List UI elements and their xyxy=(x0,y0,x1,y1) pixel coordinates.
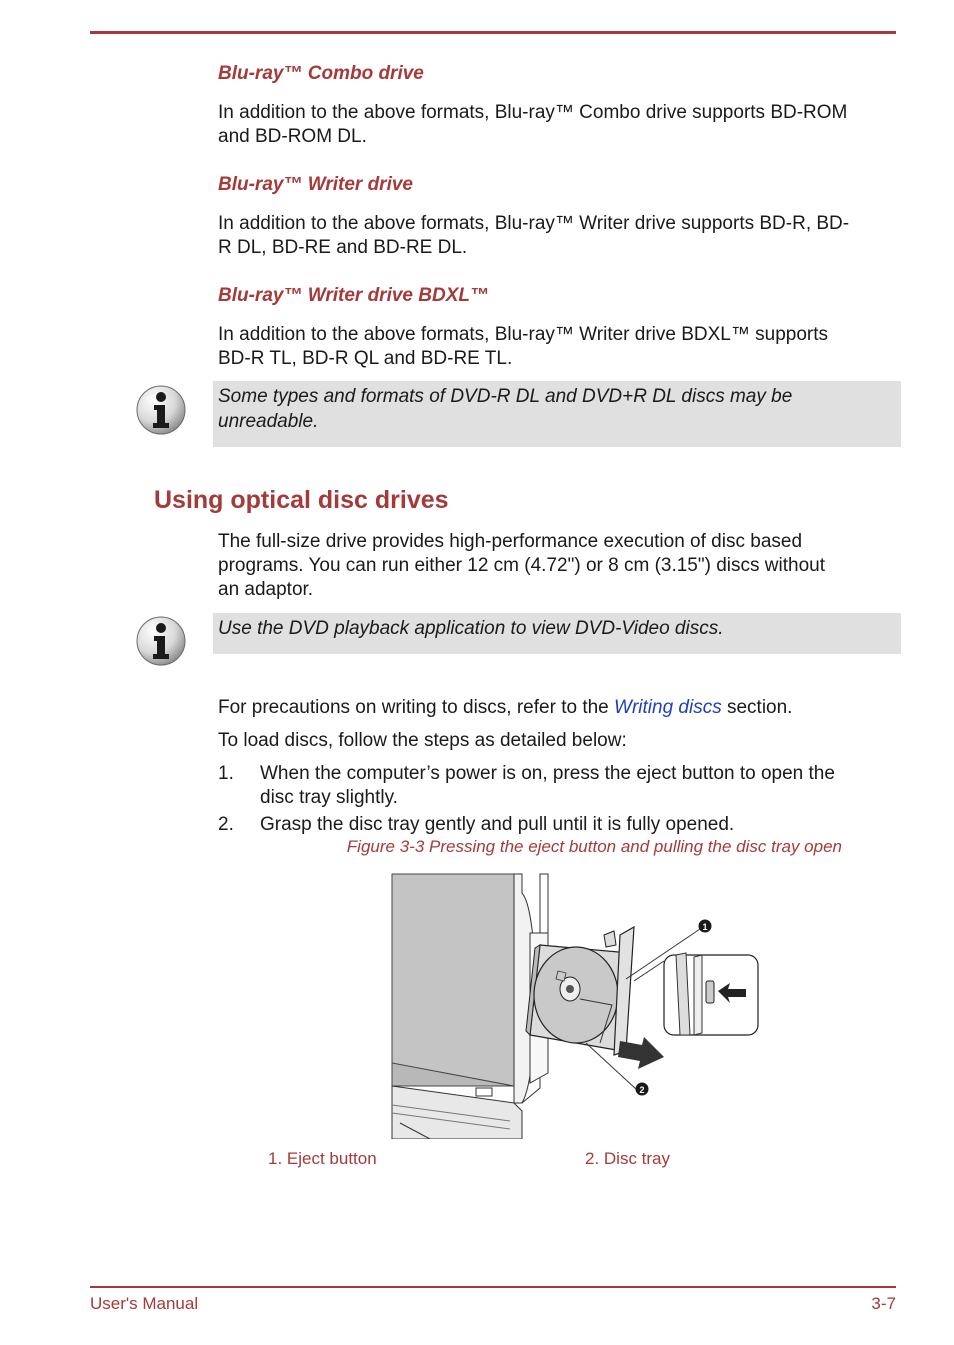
callout-2-label: 2 xyxy=(639,1085,645,1095)
combo-drive-heading: Blu-ray™ Combo drive xyxy=(218,63,424,84)
note-box-dvd-playback: Use the DVD playback application to view DVD-Video discs. xyxy=(213,613,901,654)
legend-eject-button: 1. Eject button xyxy=(268,1149,377,1168)
load-intro: To load discs, follow the steps as detailed below: xyxy=(218,730,627,751)
disc-tray-illustration xyxy=(390,873,762,1139)
info-icon xyxy=(134,614,188,668)
note-box-unreadable-discs: Some types and formats of DVD-R DL and DVD+R DL discs may be unreadable. xyxy=(213,381,901,447)
intro-paragraph: The full-size drive provides high-performance execution of disc based programs. You can run either 12 cm (4.72") or 8 cm (3.15") discs without an adaptor. xyxy=(218,531,825,600)
legend-disc-tray: 2. Disc tray xyxy=(585,1149,671,1168)
header-rule xyxy=(90,31,896,34)
precautions-paragraph: For precautions on writing to discs, refer to the Writing discs section. xyxy=(218,697,793,718)
step-text: When the computer’s power is on, press the eject button to open the disc tray slightly. xyxy=(260,763,835,808)
section-title: Using optical disc drives xyxy=(154,486,449,514)
bdxl-drive-paragraph: In addition to the above formats, Blu-ray™ Writer drive BDXL™ supports BD-R TL, BD-R QL and BD-RE TL. xyxy=(218,324,829,369)
step-text: Grasp the disc tray gently and pull until it is fully opened. xyxy=(260,814,735,835)
figure-caption: Figure 3-3 Pressing the eject button and pulling the disc tray open xyxy=(346,837,842,856)
writer-drive-heading: Blu-ray™ Writer drive xyxy=(218,174,413,195)
page-number: 3-7 xyxy=(871,1294,896,1313)
info-icon xyxy=(134,383,188,437)
step-number: 1. xyxy=(218,763,234,784)
writing-discs-link[interactable]: Writing discs xyxy=(614,697,722,718)
writer-drive-paragraph: In addition to the above formats, Blu-ray™ Writer drive supports BD-R, BD- R DL, BD-RE and BD-RE DL. xyxy=(218,213,850,258)
bdxl-drive-heading: Blu-ray™ Writer drive BDXL™ xyxy=(218,285,489,306)
callout-1-label: 1 xyxy=(702,922,708,932)
combo-drive-paragraph: In addition to the above formats, Blu-ray™ Combo drive supports BD-ROM and BD-ROM DL. xyxy=(218,102,848,147)
footer-rule xyxy=(90,1286,896,1288)
footer-title: User's Manual xyxy=(90,1294,199,1313)
step-number: 2. xyxy=(218,814,234,835)
